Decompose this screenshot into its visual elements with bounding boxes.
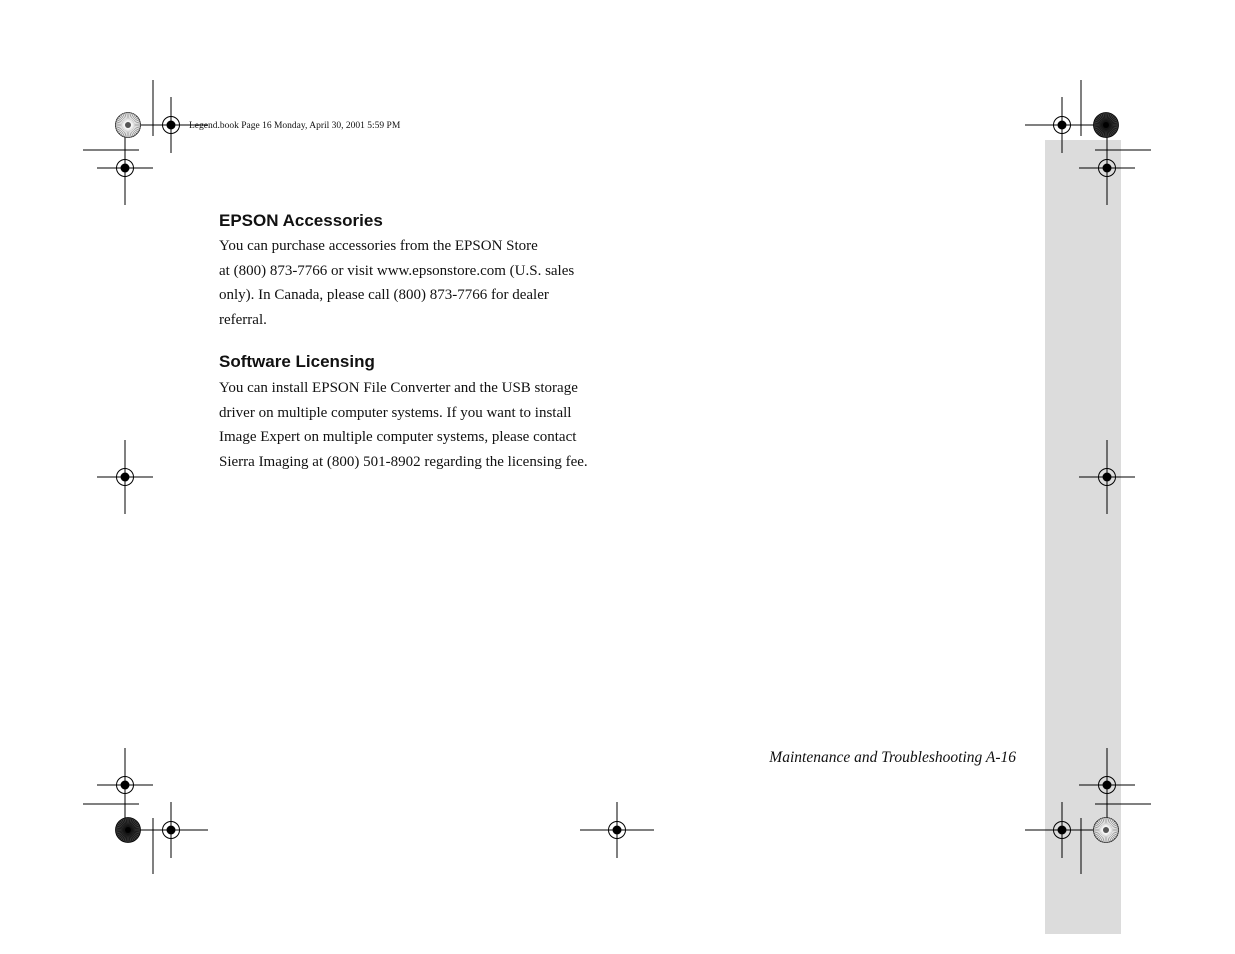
color-wheel-icon [116, 113, 141, 138]
registration-mark-icon [1025, 97, 1099, 153]
heading-epson-accessories: EPSON Accessories [219, 211, 383, 230]
color-wheel-icon [1094, 113, 1119, 138]
text-line: Sierra Imaging at (800) 501-8902 regarding the licensing fee. [219, 453, 588, 470]
color-wheel-icon [116, 818, 141, 843]
text-line: at (800) 873-7766 or visit www.epsonstore.com (U.S. sales [219, 262, 575, 279]
registration-mark-icon [134, 802, 208, 858]
text-line: You can purchase accessories from the EPSON Store [219, 238, 538, 254]
registration-mark-icon [97, 748, 153, 822]
text-line: You can install EPSON File Converter and the USB storage [219, 380, 578, 396]
paragraph-epson-accessories [219, 234, 619, 332]
registration-mark-icon [97, 131, 153, 205]
registration-mark-icon [97, 440, 153, 514]
registration-mark-icon [1079, 748, 1135, 822]
book-slug: Legend.book Page 16 Monday, April 30, 2001 5:59 PM [189, 121, 401, 131]
heading-software-licensing: Software Licensing [219, 352, 375, 371]
page-footer: Maintenance and Troubleshooting A-16 [769, 749, 1016, 766]
registration-mark-icon [1025, 802, 1099, 858]
text-line: only). In Canada, please call (800) 873-7766 for dealer [219, 287, 549, 303]
registration-mark-icon [1079, 131, 1135, 205]
color-wheel-icon [1094, 818, 1119, 843]
paragraph-software-licensing [219, 376, 619, 474]
registration-mark-icon [1079, 440, 1135, 514]
text-line: referral. [219, 311, 267, 328]
text-line: driver on multiple computer systems. If you want to install [219, 404, 572, 421]
registration-mark-icon [580, 802, 654, 858]
text-line: Image Expert on multiple computer systems, please contact [219, 429, 577, 445]
